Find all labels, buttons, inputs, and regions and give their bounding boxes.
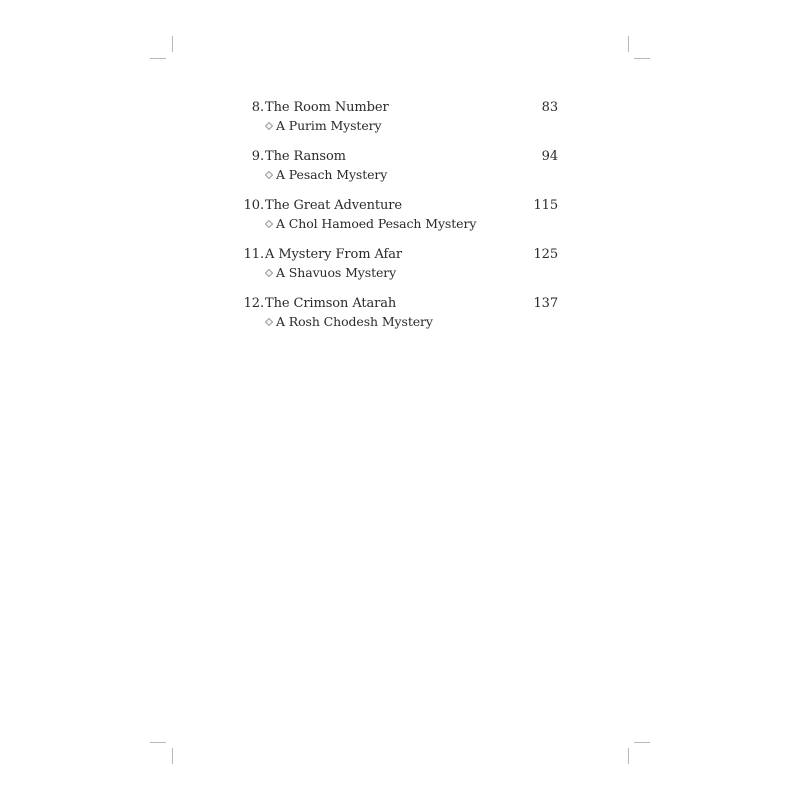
diamond-bullet-icon [265, 269, 273, 277]
chapter-number: 10. [243, 198, 264, 213]
chapter-subtitle [265, 117, 382, 135]
chapter-subtitle-text: A Pesach Mystery [276, 167, 388, 182]
crop-mark-bottom-left-vertical [172, 748, 173, 764]
toc-entry [238, 148, 560, 197]
chapter-number: 11. [243, 247, 264, 262]
diamond-bullet-icon [265, 220, 273, 228]
chapter-number: 8. [251, 100, 264, 115]
toc-entry [238, 197, 560, 246]
chapter-title: A Mystery From Afar [265, 247, 403, 262]
chapter-number: 9. [251, 149, 264, 164]
toc-entry-heading [238, 148, 560, 166]
crop-mark-top-right-vertical [628, 36, 629, 52]
chapter-subtitle-text: A Chol Hamoed Pesach Mystery [276, 216, 477, 231]
toc-entry-heading [238, 295, 560, 313]
toc-entry-heading [238, 99, 560, 117]
crop-mark-bottom-right-vertical [628, 748, 629, 764]
diamond-bullet-icon [265, 318, 273, 326]
table-of-contents [238, 99, 560, 344]
chapter-page-number: 137 [533, 296, 558, 311]
crop-mark-top-left-horizontal [150, 58, 166, 59]
toc-entry [238, 246, 560, 295]
chapter-subtitle [265, 215, 476, 233]
toc-entry-heading [238, 197, 560, 215]
toc-entry [238, 99, 560, 148]
chapter-title: The Room Number [265, 100, 389, 115]
crop-mark-bottom-right-horizontal [634, 742, 650, 743]
chapter-subtitle-text: A Rosh Chodesh Mystery [276, 314, 433, 329]
chapter-title: The Great Adventure [265, 198, 402, 213]
toc-entry-heading [238, 246, 560, 264]
chapter-page-number: 94 [541, 149, 558, 164]
crop-mark-top-left-vertical [172, 36, 173, 52]
chapter-subtitle [265, 264, 396, 282]
chapter-title: The Ransom [265, 149, 346, 164]
chapter-number: 12. [243, 296, 264, 311]
diamond-bullet-icon [265, 122, 273, 130]
chapter-title: The Crimson Atarah [265, 296, 397, 311]
chapter-subtitle-text: A Purim Mystery [276, 118, 382, 133]
crop-mark-top-right-horizontal [634, 58, 650, 59]
diamond-bullet-icon [265, 171, 273, 179]
toc-entry [238, 295, 560, 344]
chapter-subtitle [265, 313, 433, 331]
chapter-subtitle [265, 166, 387, 184]
chapter-page-number: 83 [541, 100, 558, 115]
crop-mark-bottom-left-horizontal [150, 742, 166, 743]
chapter-page-number: 115 [533, 198, 558, 213]
chapter-page-number: 125 [533, 247, 558, 262]
chapter-subtitle-text: A Shavuos Mystery [276, 265, 397, 280]
